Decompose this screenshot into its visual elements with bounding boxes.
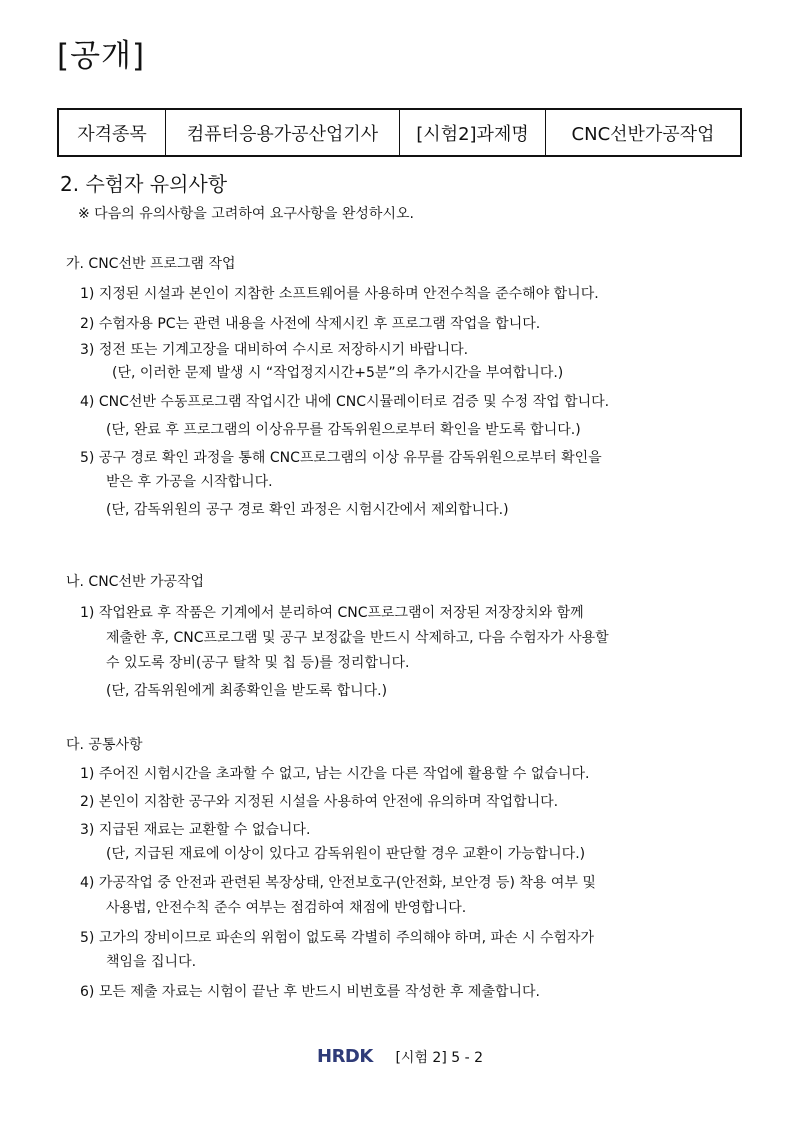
list-item: 2) 수험자용 PC는 관련 내용을 사전에 삭제시킨 후 프로그램 작업을 합니다. [80, 316, 541, 332]
exam-info-table [57, 108, 742, 157]
task-name-label: [시험2]과제명 [400, 109, 546, 156]
list-item: 6) 모든 제출 자료는 시험이 끝난 후 반드시 비번호를 작성한 후 제출합니다. [80, 984, 540, 1000]
hrdk-logo-text: HRDK [317, 1046, 373, 1064]
list-item: 4) 가공작업 중 안전과 관련된 복장상태, 안전보호구(안전화, 보안경 등) 착용 여부 및 [80, 875, 596, 891]
list-item: 5) 공구 경로 확인 과정을 통해 CNC프로그램의 이상 유무를 감독위원으로부터 확인을 [80, 450, 602, 466]
list-item: 3) 정전 또는 기계고장을 대비하여 수시로 저장하시기 바랍니다. [80, 342, 469, 358]
list-item-note: (단, 감독위원에게 최종확인을 받도록 합니다.) [106, 683, 388, 699]
notice-text: ※ 다음의 유의사항을 고려하여 요구사항을 완성하시오. [78, 206, 414, 222]
list-item-continuation: 책임을 집니다. [106, 954, 197, 970]
document-classification-tag: [공개] [57, 38, 146, 74]
section-title: 2. 수험자 유의사항 [60, 172, 228, 196]
list-item: 2) 본인이 지참한 공구와 지정된 시설을 사용하여 안전에 유의하며 작업합니다. [80, 794, 559, 810]
subsection-title-ga: 가. CNC선반 프로그램 작업 [66, 256, 236, 272]
list-item-continuation: 수 있도록 장비(공구 탈착 및 칩 등)를 정리합니다. [106, 655, 410, 671]
subsection-title-na: 나. CNC선반 가공작업 [66, 574, 205, 590]
list-item: 4) CNC선반 수동프로그램 작업시간 내에 CNC시뮬레이터로 검증 및 수정 작업 합니다. [80, 394, 610, 410]
qualification-value: 컴퓨터응용가공산업기사 [166, 109, 400, 156]
hrdk-logo-icon [317, 1046, 379, 1064]
list-item: 1) 작업완료 후 작품은 기계에서 분리하여 CNC프로그램이 저장된 저장장치와 함께 [80, 605, 584, 621]
list-item: 3) 지급된 재료는 교환할 수 없습니다. [80, 822, 311, 838]
list-item-continuation: 제출한 후, CNC프로그램 및 공구 보정값을 반드시 삭제하고, 다음 수험자가 사용할 [106, 630, 609, 646]
list-item-note: (단, 감독위원의 공구 경로 확인 과정은 시험시간에서 제외합니다.) [106, 502, 509, 518]
task-name-value: CNC선반가공작업 [546, 109, 742, 156]
list-item: 5) 고가의 장비이므로 파손의 위험이 없도록 각별히 주의해야 하며, 파손 시 수험자가 [80, 930, 595, 946]
page-number: [시험 2] 5 - 2 [395, 1050, 483, 1066]
list-item-note: (단, 완료 후 프로그램의 이상유무를 감독위원으로부터 확인을 받도록 합니다.) [106, 422, 581, 438]
list-item-note: (단, 지급된 재료에 이상이 있다고 감독위원이 판단할 경우 교환이 가능합니다.) [106, 846, 586, 862]
list-item-continuation: 받은 후 가공을 시작합니다. [106, 474, 273, 490]
list-item-note: (단, 이러한 문제 발생 시 “작업정지시간+5분”의 추가시간을 부여합니다.) [112, 365, 564, 381]
list-item: 1) 지정된 시설과 본인이 지참한 소프트웨어를 사용하며 안전수칙을 준수해야 합니다. [80, 286, 599, 302]
subsection-title-da: 다. 공통사항 [66, 737, 143, 753]
list-item-continuation: 사용법, 안전수칙 준수 여부는 점검하여 채점에 반영합니다. [106, 900, 467, 916]
list-item: 1) 주어진 시험시간을 초과할 수 없고, 남는 시간을 다른 작업에 활용할 수 없습니다. [80, 766, 590, 782]
hrdk-logo [317, 1046, 379, 1068]
qualification-label: 자격종목 [58, 109, 166, 156]
page-footer [0, 1046, 800, 1068]
